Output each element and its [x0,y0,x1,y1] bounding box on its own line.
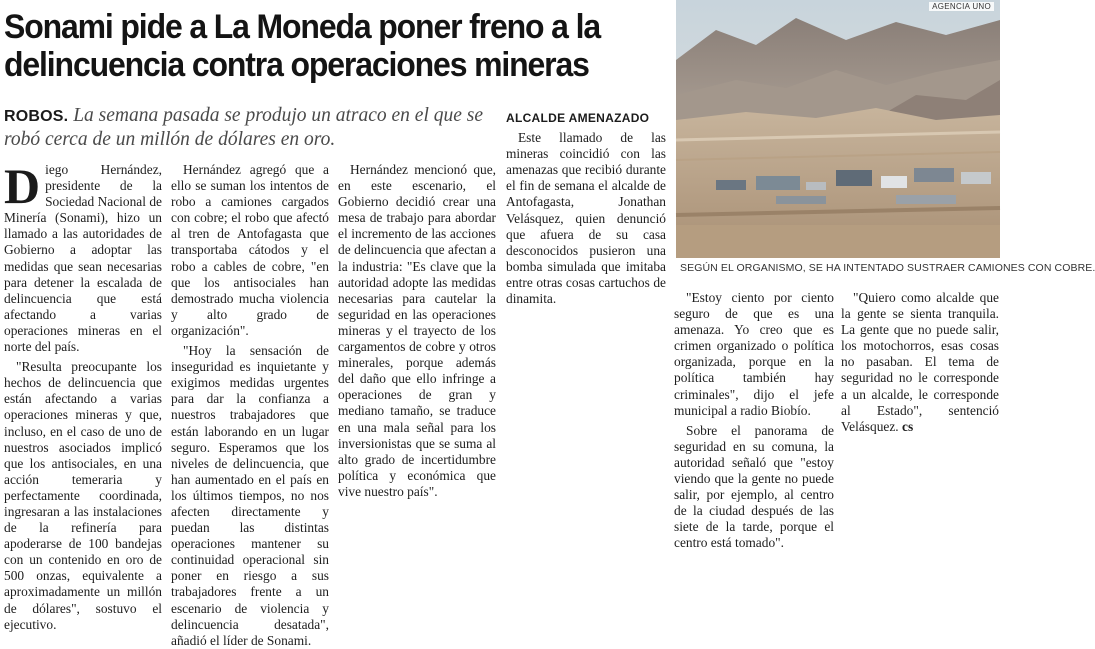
body-paragraph-text: "Resulta preocupante los hechos de delincuencia que están afectando a varias operaciones mineras y que, incluso, en el caso de uno de nuestros asociados implicó que los antisociales, en una acción temeraria y perfectamente coordinada, ingresaran a las instalaciones de la refinería para apoderarse de 100 bandejas con un contenido en oro de 500 onzas, equivalente a aproximadamente un millón de dólares", sostuvo el ejecutivo. [4,359,162,632]
deck-label: ROBOS. [4,108,69,125]
headline [4,8,634,84]
article-column [171,162,329,648]
drop-cap: D [4,158,41,214]
body-paragraph [841,290,999,435]
article-column [841,290,999,488]
body-paragraph-text: "Hoy la sensación de inseguridad es inquietante y exigimos medidas urgentes para dar la confianza a nuestros trabajadores que están laborando en un lugar seguro. Esperamos que los niveles de delincuencia, que han aumentado en el país en los últimos tiempos, no nos afecten directamente y puedan las distintas operaciones mantener su continuidad operacional sin poner en riesgo a sus trabajadores frente a un escenario de violencia y delincuencia desatada", añadió el líder de Sonami. [171,343,329,648]
body-paragraph [506,130,666,307]
mine-photo [676,0,1000,258]
end-mark: cs [902,418,914,434]
mining-landscape-image [676,0,1000,258]
body-paragraph-text: "Estoy ciento por ciento seguro de que es una amenaza. Yo creo que es crimen organizado o política organizada, porque en la política también hay criminales", dijo el jefe municipal a radio Biobío. [674,290,834,418]
article-column [674,290,834,551]
body-paragraph-text: Este llamado de las mineras coincidió con las amenazas que recibió durante el fin de semana el alcalde de Antofagasta, Jonathan Velásquez, quien denunció que afuera de su casa desconocidos pusieron una bomba simulada que imitaba entre otras cosas cartuchos de dinamita. [506,130,666,307]
body-paragraph [4,359,162,633]
body-paragraph-text: Sobre el panorama de seguridad en su comuna, la autoridad señaló que "estoy viendo que la gente no puede salir, por ejemplo, al centro de la ciudad después de las siete de la tarde, porque el centro está tomado". [674,422,834,551]
body-paragraph-text: Hernández agregó que a ello se suman los intentos de robo a camiones cargados con cobre; el robo que afectó al tren de Antofagasta que transportaba cátodos y el robo a cables de cobre, "en que los antisociales han demostrado mucha violencia y alto grado de organización". [171,162,329,338]
body-paragraph-text: iego Hernández, presidente de la Sociedad Nacional de Minería (Sonami), hizo un llamado a las autoridades de Gobierno a adoptar las medidas que sean necesarias para detener la escalada de delincuencia que está afectando a varias operaciones mineras en el norte del país. [4,162,162,355]
body-paragraph [4,158,162,355]
photo-caption: SEGÚN EL ORGANISMO, SE HA INTENTADO SUSTRAER CAMIONES CON COBRE. [680,262,1095,274]
headline-line-1: Sonami pide a La Moneda poner freno a la [4,8,600,46]
photo-credit: AGENCIA UNO [929,2,994,11]
article-column [506,104,666,488]
body-paragraph [171,162,329,339]
article-column [4,158,162,632]
article-column [338,162,496,499]
body-paragraph [674,290,834,419]
body-paragraph-text: Hernández mencionó que, en este escenario, el Gobierno decidió crear una mesa de trabajo para abordar el incremento de las acciones de delincuencia que afectan a la industria: "Es clave que la autoridad adopte las medidas necesarias para cautelar la seguridad en las operaciones mineras y el trayecto de los cargamentos de cobre y otros minerales, porque además del daño que ello infringe a operaciones de gran y mediano tamaño, se traduce en una mala señal para los inversionistas que se suma al alto grado de incertidumbre política y económica que vive nuestro país". [338,162,496,499]
subhead: ALCALDE AMENAZADO [506,111,650,125]
body-paragraph [338,162,496,500]
deck-text: La semana pasada se produjo un atraco en el que se robó cerca de un millón de dólares en oro. [4,105,484,150]
body-paragraph [171,343,329,649]
deck [4,104,504,151]
headline-line-2: delincuencia contra operaciones mineras [4,46,589,84]
body-paragraph-text: "Quiero como alcalde que la gente se sienta tranquila. La gente que no puede salir, los motochorros, esas cosas no pasaban. El tema de seguridad no le corresponde a un alcalde, le corresponde al Estado", sentenció Velásquez. [841,290,999,434]
body-paragraph [674,423,834,552]
